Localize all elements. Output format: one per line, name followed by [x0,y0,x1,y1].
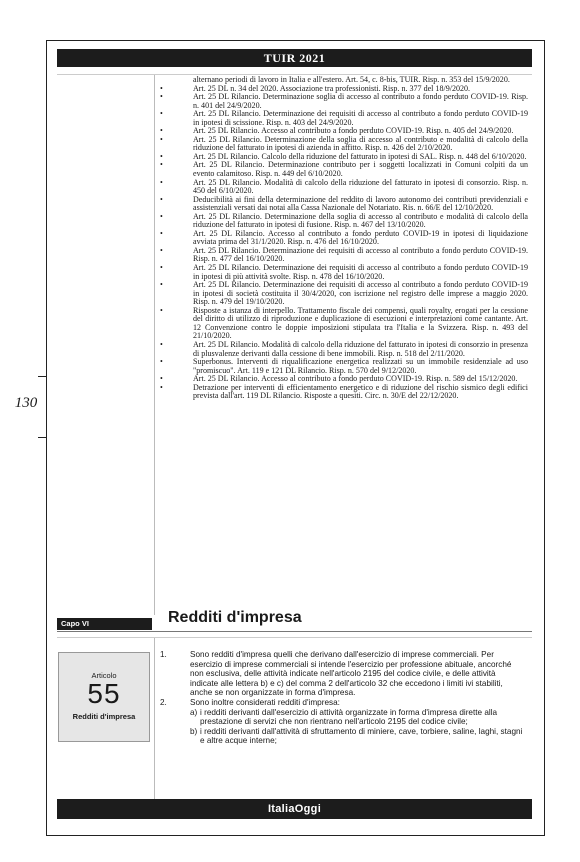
list-item-text: Art. 25 DL Rilancio. Modalità di calcolo della riduzione del fatturato in ipotesi di consorzio in presenza di plusvalenze derivanti dalla cessione di bene immobili. Risp. n. 518 del 2/11/2020. [193,339,528,358]
bullet-icon: • [160,228,163,238]
column-divider-lower [154,638,155,800]
chapter-title: Redditi d'impresa [168,609,302,626]
list-item [160,307,528,341]
list-item-text: Risposte a istanza di interpello. Trattamento fiscale dei compensi, quali royalty, erogati per la cessione del diritto di utilizzo di riproduzione e duplicazione di esecuzioni e interpretazioni come cantante. Art. 12 Convenzione contro le doppie imposizioni stipulata tra l'Italia e la Svizzera. Risp. n. 493 del 21/10/2020. [193,305,528,341]
list-item-text: Art. 25 DL Rilancio. Calcolo della riduzione del fatturato in ipotesi di SAL. Risp. n. 448 del 6/10/2020. [193,151,527,161]
list-item [160,264,528,281]
list-item [160,213,528,230]
list-item-text: Deducibilità ai fini della determinazione del reddito di lavoro autonomo dei contributi previdenziali e assistenziali versati dai notai alla Cassa Nazionale del Notariato. Ris. n. 66/E del 12/10/2020. [193,194,528,213]
list-item [160,341,528,358]
list-item [160,358,528,375]
list-item [160,281,528,307]
footer-brand: ItaliaOggi [57,799,532,819]
bullet-icon: • [160,280,163,290]
list-item-text: Art. 25 DL Rilancio. Determinazione dei requisiti di accesso al contributo a fondo perduto COVID-19. Risp. n. 477 del 16/10/2020. [193,245,528,264]
list-item [160,179,528,196]
list-item-text: Art. 25 DL Rilancio. Determinazione della soglia di accesso al contributo e modalità di calcolo della riduzione del fatturato in ipotesi di fusione. Risp. n. 467 del 13/10/2020. [193,211,528,230]
article-subitem [190,727,526,746]
list-item-text: Art. 25 DL Rilancio. Modalità di calcolo della riduzione del fatturato in ipotesi di consorzio. Risp. n. 450 del 6/10/2020. [193,177,528,196]
list-item-text: Art. 25 DL Rilancio. Determinazione soglia di accesso al contributo a fondo perduto COVID-19. Risp. n. 401 del 24/9/2020. [193,92,528,110]
list-item [160,384,528,401]
bullet-icon: • [160,382,163,392]
margin-mark-bottom [38,437,47,438]
article-title: Redditi d'impresa [72,712,136,721]
list-item [160,110,528,127]
list-item-text: Art. 25 DL n. 34 del 2020. Associazione tra professionisti. Risp. n. 377 del 18/9/2020. [193,83,471,93]
article-paragraph [160,650,526,698]
column-divider [154,75,155,615]
margin-mark-top [38,376,47,377]
bullet-icon: • [160,245,163,255]
list-item [160,93,528,110]
list-item [160,247,528,264]
bullet-icon: • [160,263,163,273]
chapter-rule-secondary [57,637,532,638]
list-item-text: Art. 25 DL Rilancio. Determinazione dei requisiti di accesso al contributo a fondo perduto COVID-19 in ipotesi di scissione. Risp. n. 403 del 24/9/2020. [193,109,528,127]
list-item-text: Art. 25 DL Rilancio. Determinazione della soglia di accesso al contributo e modalità di calcolo della riduzione del fatturato in ipotesi di azienda in affitto. Risp. n. 426 del 2/10/2020. [193,134,528,153]
paragraph-text: Sono redditi d'impresa quelli che derivano dall'esercizio di imprese commerciali. Per esercizio di imprese commerciali si intende l'esercizio per professione abituale, ancorché non esclusiva, delle attività indicate nell'articolo 2195 del codice civile, e delle attività indicate alle lettera b) e c) del comma 2 dell'articolo 32 che eccedono i limiti ivi stabiliti, anche se non organizzate in forma d'impresa. [190,650,512,698]
list-continuation: alternano periodi di lavoro in Italia e all'estero. Art. 54, c. 8-bis, TUIR. Risp. n. 353 del 15/9/2020. [193,75,510,84]
paragraph-text: Sono inoltre considerati redditi d'impresa: [190,697,340,707]
bullet-icon: • [160,211,163,221]
bullet-icon: • [160,83,163,93]
bullet-icon: • [160,374,163,384]
chapter-label: Capo VI [57,618,152,630]
bullet-icon: • [160,126,163,136]
article-number: 55 [87,678,121,709]
list-item [160,136,528,153]
list-item [160,230,528,247]
running-header: TUIR 2021 [57,49,532,67]
list-item-text: Art. 25 DL Rilancio. Accesso al contributo a fondo perduto COVID-19. Risp. n. 589 del 15/12/2020. [193,374,518,384]
article-box [58,652,150,742]
article-word: Articolo [91,671,117,680]
list-item-text: Detrazione per interventi di efficientamento energetico e di riduzione del rischio sismico degli edifici prevista dall'art. 119 DL Rilancio. Risposte a quesiti. Circ. n. 30/E del 22/12/2020. [193,382,528,401]
article-paragraph [160,698,526,708]
bullet-icon: • [160,194,163,204]
page-number: 130 [14,395,38,411]
list-item [160,161,528,178]
subitem-text: i redditi derivanti dall'esercizio di attività organizzate in forma d'impresa dirette alla prestazione di servizi che non rientrano nell'articolo 2195 del codice civile; [200,707,498,727]
subitem-letter: b) [190,726,198,736]
chapter-rule [57,631,532,632]
bullet-icon: • [160,134,163,144]
subitem-text: i redditi derivanti dall'attività di sfruttamento di miniere, cave, torbiere, saline, laghi, stagni e altre acque interne; [200,726,523,746]
list-item-text: Art. 25 DL Rilancio. Accesso al contributo a fondo perduto COVID-19. Risp. n. 405 del 24/9/2020. [193,126,514,136]
subitem-letter: a) [190,707,198,717]
bullet-icon: • [160,305,163,315]
bullet-icon: • [160,109,163,119]
list-item-text: Art. 25 DL Rilancio. Determinazione dei requisiti di accesso al contributo a fondo perduto COVID-19 in ipotesi di società costituita il 30/4/2020, con iscrizione nel registro delle imprese a maggio 2020. Risp. n. 479 del 19/10/2020. [193,280,528,307]
bullet-icon: • [160,177,163,187]
paragraph-number: 1. [160,650,167,659]
article-subitem [190,708,526,727]
bullet-icon: • [160,151,163,161]
bullet-icon: • [160,357,163,367]
notes-list [160,76,528,401]
list-item-text: Art. 25 DL Rilancio. Determinazione dei requisiti di accesso al contributo a fondo perduto COVID-19 in ipotesi di più attività svolte. Risp. n. 478 del 16/10/2020. [193,263,528,281]
list-item-text: Art. 25 DL Rilancio. Accesso al contributo a fondo perduto COVID-19 in ipotesi di liquidazione avviata prima del 31/1/2020. Risp. n. 476 del 16/10/2020. [193,228,528,247]
list-item-text: Art. 25 DL Rilancio. Determinazione contributo per i soggetti localizzati in Comuni colpiti da un evento calamitoso. Risp. n. 449 del 6/10/2020. [193,160,528,179]
bullet-icon: • [160,339,163,349]
bullet-icon: • [160,92,163,102]
bullet-icon: • [160,160,163,170]
paragraph-number: 2. [160,697,167,707]
article-text [160,650,526,746]
list-item-text: Superbonus. Interventi di riqualificazione energetica realizzati su un immobile residenziale ad uso "promiscuo". Art. 119 e 121 DL Rilancio. Risp. n. 570 del 9/12/2020. [193,357,528,375]
list-item [160,196,528,213]
